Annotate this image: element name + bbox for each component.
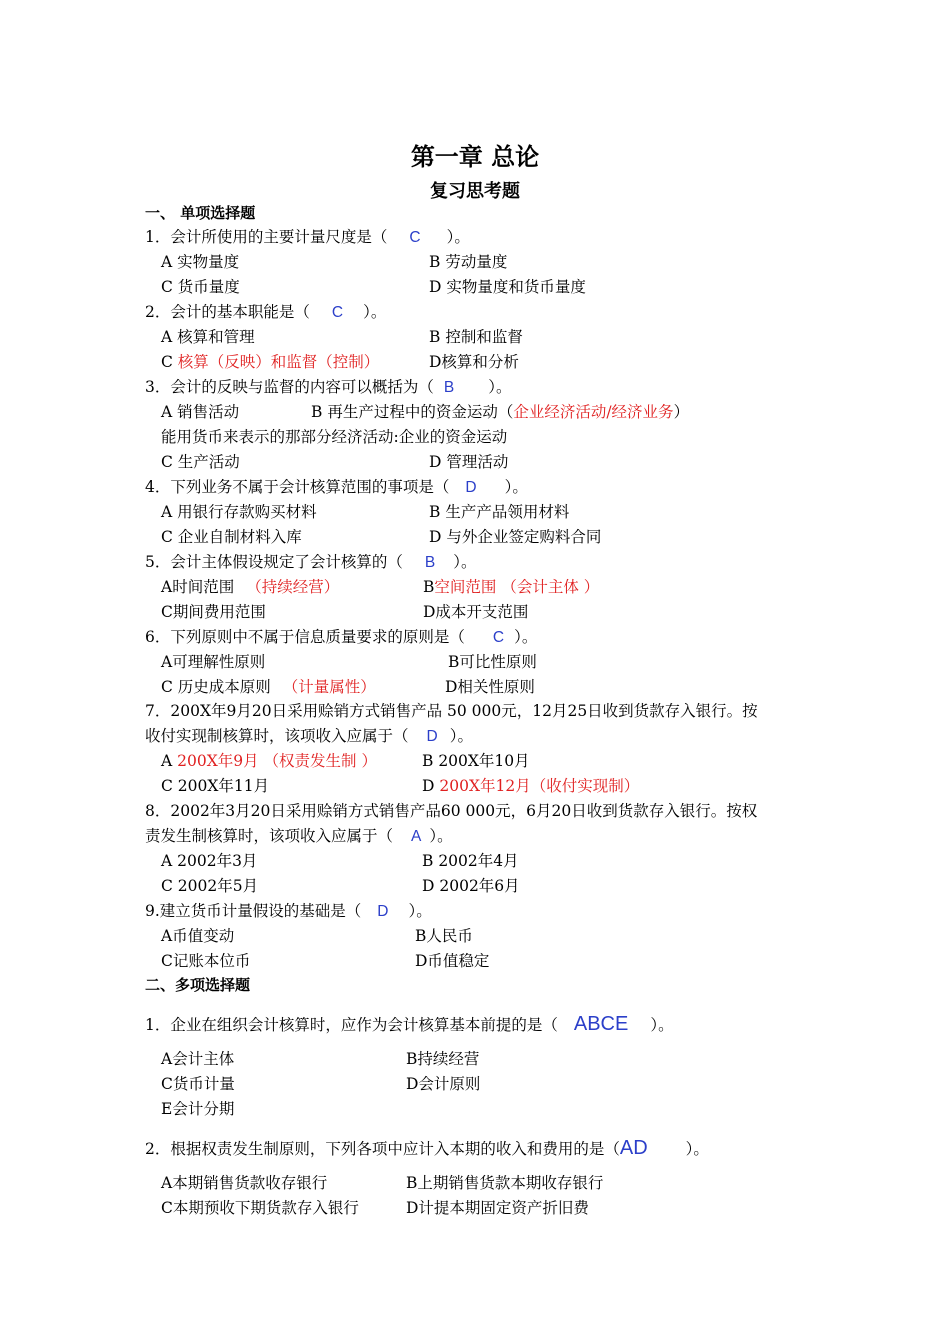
annotation-note: 企业经济活动/经济业务 [513,403,674,421]
option-a: A可理解性原则 [161,653,266,671]
option-e: E会计分期 [161,1100,235,1118]
question-8-line-1: 8．2002年3月20日采用赊销方式销售产品60 000元，6月20日收到货款存入银行。按权 [145,802,758,820]
answer: ABCE [573,1013,629,1035]
option-letter: C [161,353,178,371]
option-a [161,751,377,771]
option-d: D相关性原则 [445,678,535,696]
annotation-note: 200X年12月（收付实现制） [439,777,640,795]
question-stem: 收付实现制核算时，该项收入应属于（ [145,727,409,745]
question-1 [145,227,470,248]
question-stem: 6．下列原则中不属于信息质量要求的原则是（ [145,628,465,646]
question-end: ）。 [408,902,432,920]
answer: D [426,728,438,745]
option-letter: A [161,752,178,770]
option-d: D计提本期固定资产折旧费 [406,1199,589,1217]
note-text: 能用货币来表示的那部分经济活动:企业的资金运动 [161,428,508,446]
annotation-note: 200X年9月 （权责发生制 ） [177,752,377,770]
option-d: D成本开支范围 [423,603,529,621]
option-b: B持续经营 [406,1050,480,1068]
question-stem: 4．下列业务不属于会计核算范围的事项是（ [145,478,450,496]
question-end: ）。 [453,553,477,571]
option-d: D会计原则 [406,1075,481,1093]
option-a: A 实物量度 [161,253,240,271]
question-end: ）。 [650,1016,674,1034]
option-b: B 2002年4月 [422,852,519,870]
option-d: D币值稳定 [415,952,490,970]
option-c: C货币计量 [161,1075,235,1093]
question-6 [145,627,537,648]
answer: C [492,629,505,646]
option-c: C 货币量度 [161,278,240,296]
option-c: C记账本位币 [161,952,251,970]
answer: D [377,903,389,920]
option-b: B 控制和监督 [429,328,523,346]
option-a [161,577,339,597]
option-d: D核算和分析 [429,353,519,371]
option-a: A 销售活动 [161,403,240,421]
question-5 [145,552,476,573]
question-8-line-2 [145,826,453,847]
question-end: ）。 [429,827,453,845]
answer: D [465,479,477,496]
option-a: A 用银行存款购买材料 [161,503,317,521]
annotation-note: （计量属性） [282,678,376,696]
answer: C [409,229,421,246]
question-stem: 9.建立货币计量假设的基础是（ [145,902,362,920]
option-b: B可比性原则 [448,653,537,671]
multi-question-2 [145,1138,709,1159]
answer: AD [619,1137,648,1159]
chapter-subtitle: 复习思考题 [430,181,520,202]
option-a: A 核算和管理 [161,328,255,346]
section-multi-choice: 二、多项选择题 [145,976,251,994]
question-stem: 1．企业在组织会计核算时，应作为会计核算基本前提的是（ [145,1016,558,1034]
multi-question-1 [145,1014,674,1035]
section-single-choice: 一、 单项选择题 [145,204,256,222]
question-7-line-1: 7．200X年9月20日采用赊销方式销售产品 50 000元，12月25日收到货款存入银行。按 [145,702,758,720]
option-d: D 管理活动 [429,453,509,471]
answer: C [331,304,344,321]
option-a: A币值变动 [161,927,235,945]
question-3 [145,377,511,398]
option-c: C期间费用范围 [161,603,266,621]
option-end: ） [673,403,690,421]
option-b [311,402,689,422]
question-end: ）。 [488,378,512,396]
chapter-title: 第一章 总论 [410,143,540,171]
question-2 [145,302,386,323]
annotation-note: （持续经营） [246,578,340,596]
option-d [422,776,639,796]
option-b: B人民币 [415,927,473,945]
option-b [423,577,599,597]
option-c [161,677,376,697]
option-c: C 2002年5月 [161,877,259,895]
option-c: C 200X年11月 [161,777,270,795]
option-c: C 生产活动 [161,453,240,471]
option-a: A本期销售货款收存银行 [161,1174,328,1192]
question-stem: 2．会计的基本职能是（ [145,303,310,321]
option-d: D 实物量度和货币量度 [429,278,586,296]
option-b: B 劳动量度 [429,253,508,271]
option-a: A会计主体 [161,1050,235,1068]
answer: B [424,554,436,571]
question-end: ）。 [446,228,470,246]
question-stem: 2．根据权责发生制原则，下列各项中应计入本期的收入和费用的是（ [145,1140,620,1158]
option-letter: D [422,777,440,795]
option-b: B 200X年10月 [422,752,530,770]
question-end: ）。 [449,727,473,745]
option-text: A时间范围 [161,578,235,596]
option-letter: B [423,578,435,596]
option-text: B 再生产过程中的资金运动（ [311,403,514,421]
option-text: C 历史成本原则 [161,678,271,696]
answer: A [411,828,422,845]
annotation-note: 空间范围 （会计主体 ） [434,578,600,596]
option-c: C本期预收下期货款存入银行 [161,1199,359,1217]
option-c: C 企业自制材料入库 [161,528,302,546]
question-7-line-2 [145,726,473,747]
question-stem: 责发生制核算时，该项收入应属于（ [145,827,394,845]
option-a: A 2002年3月 [161,852,258,870]
question-stem: 1．会计所使用的主要计量尺度是（ [145,228,388,246]
option-b: B上期销售货款本期收存银行 [406,1174,604,1192]
option-b: B 生产产品领用材料 [429,503,570,521]
question-9 [145,901,432,922]
question-stem: 3．会计的反映与监督的内容可以概括为（ [145,378,434,396]
option-d: D 2002年6月 [422,877,520,895]
question-end: ）。 [685,1140,709,1158]
option-d: D 与外企业签定购料合同 [429,528,602,546]
question-4 [145,477,528,498]
question-end: ）。 [504,478,528,496]
option-c [161,352,379,372]
question-stem: 5．会计主体假设规定了会计核算的（ [145,553,403,571]
question-end: ）。 [363,303,387,321]
annotation-note: 核算（反映）和监督（控制） [177,353,380,371]
answer: B [443,379,455,396]
question-end: ）。 [514,628,538,646]
